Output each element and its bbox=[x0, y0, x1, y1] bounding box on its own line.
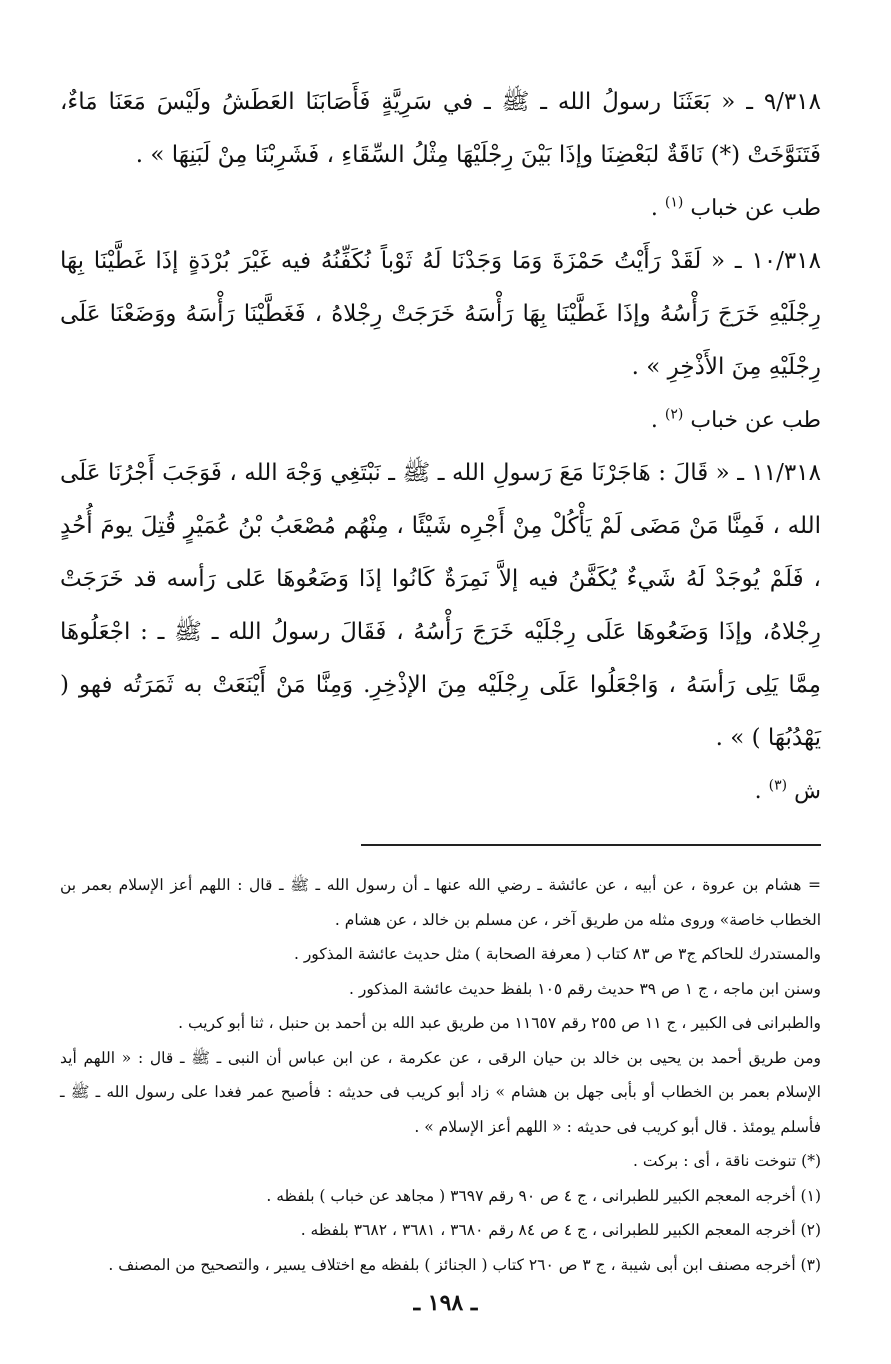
footnote-tabarani: والطبرانى فى الكبير ، ج ١١ ص ٢٥٥ رقم ١١٦٥٧ من طريق عبد الله بن أحمد بن حنبل ، ثنا أبو كريب . bbox=[178, 1014, 821, 1032]
footnote-ref-3: (٣) bbox=[768, 777, 788, 794]
hadith-318-11: ١١/٣١٨ ـ « قَالَ : هَاجَرْنَا مَعَ رَسولِ الله ـ ﷺ ـ نَبْتَغِي وَجْهَ الله ، فَوَجَبَ أَجْرُنَا عَلَى الله ، فَمِنَّا مَنْ مَضَى لَمْ يَأْكُلْ مِنْ أَجْرِه شَيْئًا ، مِنْهُم مُصْعَبُ بْنُ عُمَيْرٍ قُتِلَ يومَ أُحُدٍ ، فَلَمْ يُوجَدْ لَهُ شَيءٌ يُكَفَّنُ فيه إلاَّ نَمِرَةٌ كَانُوا إذَا وَضَعُوهَا عَلى رَأسه قد خَرَجَتْ رِجْلاهُ، وإذَا وَضَعُوهَا عَلَى رِجْلَيْه خَرَجَ رَأْسُهُ ، فَقَالَ رسولُ الله ـ ﷺ ـ : اجْعَلُوهَا مِمَّا يَلِى رَأسَهُ ، وَاجْعَلُوا عَلَى رِجْلَيْه مِنَ الإذْخِرِ. وَمِنَّا مَنْ أَيْنَعَتْ به ثَمَرَتُه فهو ( يَهْدُبُهَا ) » . bbox=[60, 460, 821, 751]
footnotes bbox=[60, 868, 821, 1282]
footnote-1: (١) أخرجه المعجم الكبير للطبرانى ، ج ٤ ص ٩٠ رقم ٣٦٩٧ ( مجاهد عن خباب ) بلفظه . bbox=[266, 1186, 821, 1205]
source-text: ش bbox=[794, 779, 821, 804]
source-line-2 bbox=[60, 394, 821, 447]
footnote-ibn-majah: وسنن ابن ماجه ، ج ١ ص ٣٩ حديث رقم ١٠٥ بلفظ حديث عائشة المذكور . bbox=[349, 979, 821, 998]
source-line-1 bbox=[60, 182, 821, 235]
source-text: طب عن خباب bbox=[690, 408, 821, 433]
hadith-318-10: ١٠/٣١٨ ـ « لَقَدْ رَأَيْتُ حَمْزَةَ وَمَا وَجَدْنَا لَهُ ثَوْباً نُكَفِّنُهُ فيه غَيْرَ بُرْدَةٍ إذَا غَطَّيْنَا بِهَا رِجْلَيْهِ خَرَجَ رَأْسُهُ وإذَا غَطَّيْنَا بِهَا رَأْسَهُ خَرَجَتْ رِجْلاهُ ، فَغَطَّيْنَا رَأْسَهُ ووَضَعْنَا عَلَى رِجْلَيْهِ مِنَ الأَذْخِرِ » . bbox=[60, 248, 821, 380]
page-body bbox=[60, 76, 821, 1282]
page-number: ـ ١٩٨ ـ bbox=[413, 1290, 478, 1316]
source-end: . bbox=[754, 779, 769, 804]
footnote-2: (٢) أخرجه المعجم الكبير للطبرانى ، ج ٤ ص ٨٤ رقم ٣٦٨٠ ، ٣٦٨١ ، ٣٦٨٢ بلفظه . bbox=[300, 1221, 821, 1239]
footnote-divider bbox=[361, 844, 821, 846]
hadith-318-9: ٩/٣١٨ ـ « بَعَثَنَا رسولُ الله ـ ﷺ ـ في سَرِيَّةٍ فَأَصَابَنَا العَطَشُ ولَيْسَ مَعَنَا مَاءٌ، فَتَنَوَّخَتْ (*) نَاقَةٌ لبَعْضِنَا وإذَا بَيْنَ رِجْلَيْهَا مِثْلُ السِّقَاءِ ، فَشَرِبْنَا مِنْ لَبَنِهَا » . bbox=[60, 89, 821, 168]
footnote-continuation: = هشام بن عروة ، عن أبيه ، عن عائشة ـ رضي الله عنها ـ أن رسول الله ـ ﷺ ـ قال : اللهم أعز الإسلام بعمر بن الخطاب خاصة» وروى مثله من طريق آخر ، عن مسلم بن خالد ، عن هشام . bbox=[60, 876, 821, 929]
footnote-ref-1: (١) bbox=[664, 194, 684, 211]
footnote-ref-2: (٢) bbox=[664, 406, 684, 423]
footnote-ahmad-chain: ومن طريق أحمد بن يحيى بن خالد بن حيان الرقى ، عن عكرمة ، عن ابن عباس أن النبى ـ ﷺ ـ قال : « اللهم أيد الإسلام بعمر بن الخطاب أو بأبى جهل بن هشام » زاد أبو كريب فى حديثه : فأصبح عمر فغدا على رسول الله ـ ﷺ ـ فأسلم يومئذ . قال أبو كريب فى حديثه : « اللهم أعز الإسلام » . bbox=[60, 1048, 821, 1136]
source-end: . bbox=[650, 196, 665, 221]
footnote-3: (٣) أخرجه مصنف ابن أبى شيبة ، ج ٣ ص ٢٦٠ كتاب ( الجنائز ) بلفظه مع اختلاف يسير ، والتصحيح من المصنف . bbox=[108, 1255, 821, 1274]
source-line-3 bbox=[60, 765, 821, 818]
footnote-mustadrak: والمستدرك للحاكم ج٣ ص ٨٣ كتاب ( معرفة الصحابة ) مثل حديث عائشة المذكور . bbox=[293, 945, 821, 963]
main-text bbox=[60, 76, 821, 818]
source-end: . bbox=[650, 408, 665, 433]
footnote-star: (*) تنوخت ناقة ، أى : بركت . bbox=[633, 1152, 821, 1170]
source-text: طب عن خباب bbox=[690, 196, 821, 221]
